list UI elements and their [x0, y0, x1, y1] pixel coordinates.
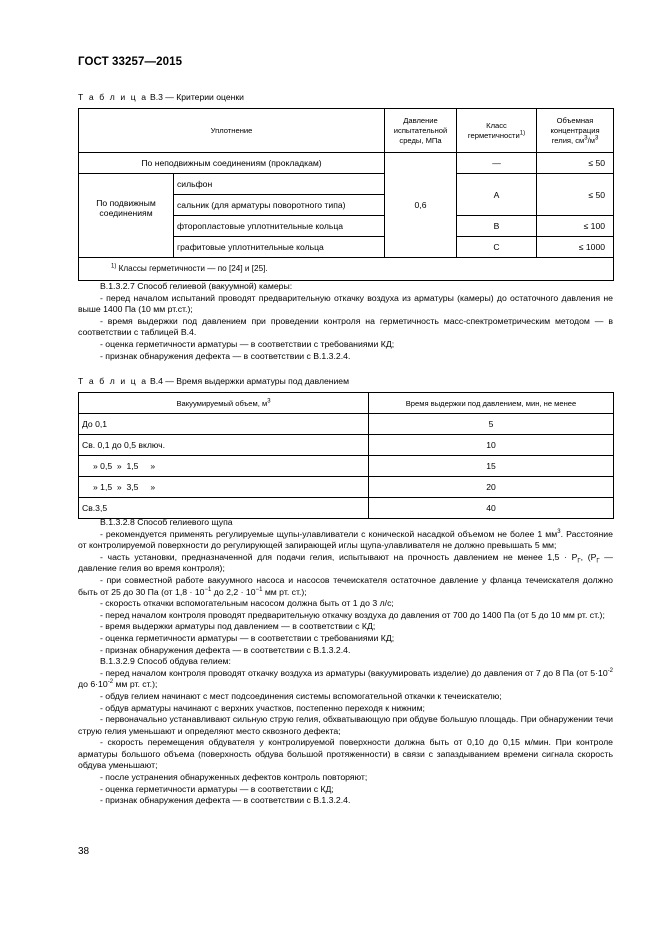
- table3-class-b: В: [457, 216, 537, 237]
- section-b1328-item: - признак обнаружения дефекта — в соответствии с В.1.3.2.4.: [100, 644, 351, 655]
- section-b1328: [78, 517, 613, 807]
- table-row: [79, 498, 614, 519]
- section-b1328-title: В.1.3.2.8 Способ гелиевого щупа: [100, 517, 233, 527]
- table3-item-fluoro: фторопластовые уплотнительные кольца: [174, 216, 385, 237]
- table3: [78, 108, 614, 281]
- section-b1329-item: - скорость перемещения обдувателя у контролируемой поверхности должна быть от 0,10 до 0,15 м/мин. При контроле арматуры большого объема (поверхность обдува большой протяженности) в связи с запаздыванием времени сигнала скорость обдува уменьшают;: [78, 737, 613, 771]
- table4-cell-volume: » 0,5 » 1,5 »: [79, 456, 369, 477]
- table3-fixed-class: —: [457, 153, 537, 174]
- table3-header-seal: Уплотнение: [79, 109, 385, 153]
- page-number: 38: [78, 846, 90, 857]
- table3-caption: [78, 92, 244, 102]
- table3-class-c-conc: ≤ 1000: [537, 237, 614, 258]
- table3-row-fixed: По неподвижным соединениям (прокладкам): [79, 153, 385, 174]
- section-b1328-item: - часть установки, предназначенной для подачи гелия, испытывают на прочность давлением не менее $1,5 \cdot P_Г$, ($P_Г$ — давление гелия во время контроля);: [78, 551, 613, 574]
- section-b1327-title: В.1.3.2.7 Способ гелиевой (вакуумной) камеры:: [100, 281, 293, 291]
- section-b1328-item: - оценка герметичности арматуры — в соответствии с требованиями КД;: [100, 632, 395, 643]
- section-b1327-item: - время выдержки под давлением при проведении контроля на герметичность масс-спектрометрическим методом — в соответствии с таблицей В.4.: [78, 315, 613, 338]
- document-id: ГОСТ 33257—2015: [78, 56, 183, 68]
- table4-caption-prefix: Т а б л и ц а: [78, 376, 148, 386]
- table-row: [79, 477, 614, 498]
- table3-caption-prefix: Т а б л и ц а: [78, 92, 148, 102]
- table3-header-concentration: Объемная концентрация гелия, $см^3/м^3$: [537, 109, 614, 153]
- section-b1327-item: - перед началом испытаний проводят предварительную откачку воздуха из арматуры (камеры) до остаточного давления не выше 1400 Па (10 мм рт.ст.);: [78, 292, 613, 315]
- section-b1329-item: - признак обнаружения дефекта — в соответствии с В.1.3.2.4.: [100, 795, 351, 806]
- table4-header-time: Время выдержки под давлением, мин, не менее: [369, 393, 614, 414]
- table3-pressure-value: 0,6: [385, 153, 457, 258]
- table4-cell-time: 10: [369, 435, 614, 456]
- section-b1328-item: - рекомендуется применять регулируемые щупы-улавливатели с конической насадкой объемом не более 1 $мм^3$. Расстояние от контролируемой поверхности до регулирующей запирающей иглы щупа-улавливателя не должно превышать 5 мм;: [78, 528, 613, 551]
- table4-cell-time: 5: [369, 414, 614, 435]
- section-b1329-item: - оценка герметичности арматуры — в соответствии с КД;: [100, 783, 334, 794]
- table-row: [79, 414, 614, 435]
- table4-caption-title: В.4 — Время выдержки арматуры под давлением: [147, 376, 349, 386]
- table3-fixed-conc: ≤ 50: [537, 153, 614, 174]
- section-b1327: [78, 281, 613, 362]
- table4-cell-volume: Св.3,5: [79, 498, 369, 519]
- table4: [78, 392, 614, 519]
- table-row: [79, 435, 614, 456]
- section-b1327-item: - признак обнаружения дефекта — в соответствии с В.1.3.2.4.: [100, 350, 351, 361]
- table4-cell-time: 15: [369, 456, 614, 477]
- section-b1329-item: - после устранения обнаруженных дефектов контроль повторяют;: [100, 772, 368, 783]
- table3-header-pressure: Давление испытательной среды, МПа: [385, 109, 457, 153]
- section-b1329-item: - первоначально устанавливают сильную струю гелия, обхватывающую при обдуве большую площадь. При обнаружении течи струю гелия уменьшают и определяют место сквозного дефекта;: [78, 714, 613, 736]
- table3-group-moving: По подвижным соединениям: [79, 174, 174, 258]
- table3-class-c: С: [457, 237, 537, 258]
- table3-class-b-conc: ≤ 100: [537, 216, 614, 237]
- table-row: [79, 456, 614, 477]
- section-b1329-item: - перед началом контроля проводят откачку воздуха из арматуры (вакуумировать изделие) до давления от 7 до 8 Па (от $5\cdot 10^{-2}$ до $6\cdot 10^{-2}$ мм рт. ст.);: [78, 667, 613, 690]
- section-b1329-item: - обдув гелием начинают с мест подсоединения системы вспомогательной откачки к течеискателю;: [100, 690, 502, 701]
- section-b1327-item: - оценка герметичности арматуры — в соответствии с требованиями КД;: [100, 338, 395, 349]
- table4-cell-volume: » 1,5 » 3,5 »: [79, 477, 369, 498]
- table4-cell-time: 20: [369, 477, 614, 498]
- table3-class-a: А: [457, 174, 537, 216]
- section-b1329-title: В.1.3.2.9 Способ обдува гелием:: [100, 656, 231, 667]
- table4-cell-time: 40: [369, 498, 614, 519]
- table3-item-sylphon: сильфон: [174, 174, 385, 195]
- table3-item-gland: сальник (для арматуры поворотного типа): [174, 195, 385, 216]
- table3-item-graphite: графитовые уплотнительные кольца: [174, 237, 385, 258]
- table4-header-volume: Вакуумируемый объем, $м^3$: [79, 393, 369, 414]
- table3-class-a-conc: ≤ 50: [537, 174, 614, 216]
- section-b1329-item: - обдув арматуры начинают с верхних участков, постепенно переходя к нижним;: [100, 702, 425, 713]
- table4-cell-volume: Св. 0,1 до 0,5 включ.: [79, 435, 369, 456]
- section-b1328-item: - время выдержки арматуры под давлением — в соответствии с КД;: [100, 621, 376, 632]
- section-b1328-item: - при совместной работе вакуумного насоса и насосов течеискателя остаточное давление у фланца течеискателя должно быть от 25 до 30 Па (от $1,8 \cdot 10^{-1}$ до $2,2 \cdot 10^{-1}$ мм рт. ст.);: [78, 574, 613, 597]
- table4-caption: [78, 376, 349, 386]
- table3-footnote: $^{1)}$ Классы герметичности — по [24] и [25].: [79, 258, 614, 281]
- section-b1328-item: - перед началом контроля проводят предварительную откачку воздуха до давления от 700 до 1400 Па (от 5 до 10 мм рт. ст.);: [100, 609, 605, 620]
- table3-caption-title: В.3 — Критерии оценки: [147, 92, 244, 102]
- section-b1328-item: - скорость откачки вспомогательным насосом должна быть от 1 до 3 л/с;: [100, 598, 394, 609]
- table3-header-class: Класс герметичности$^{1)}$: [457, 109, 537, 153]
- table4-cell-volume: До 0,1: [79, 414, 369, 435]
